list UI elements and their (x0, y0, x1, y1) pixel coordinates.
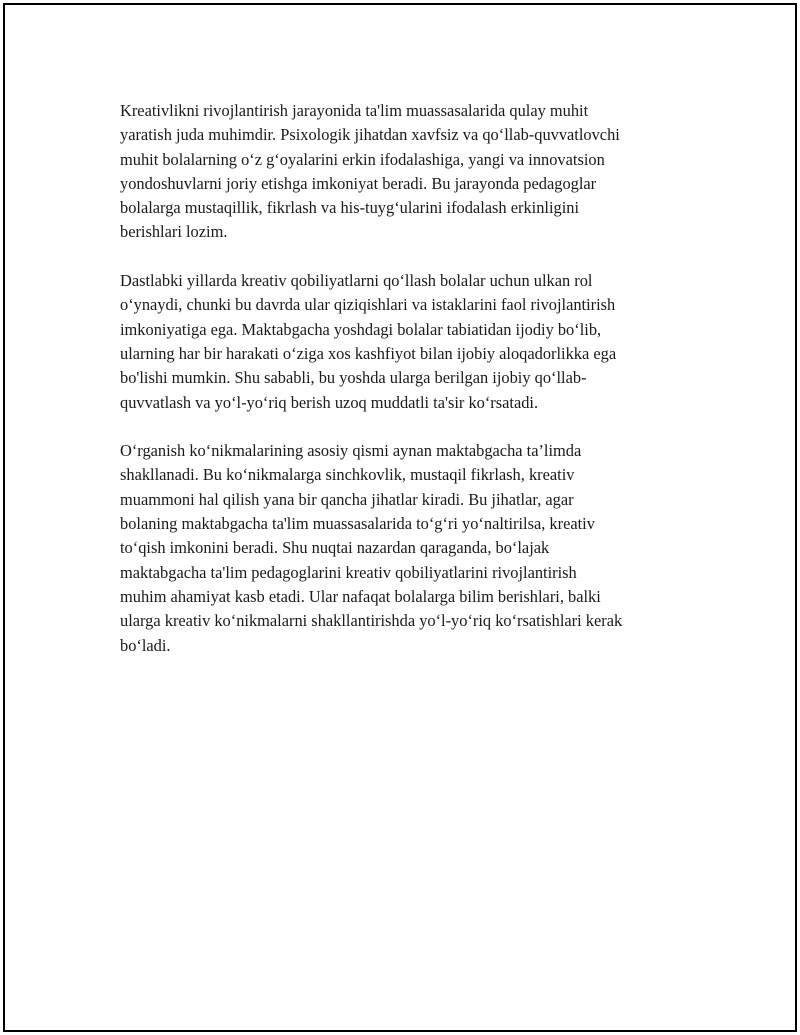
text-line: bo‘ladi. (120, 635, 171, 655)
text-line: shakllanadi. Bu ko‘nikmalarga sinchkovlik, mustaqil fikrlash, kreativ (120, 465, 575, 485)
text-line: quvvatlash va yo‘l-yo‘riq berish uzoq muddatli ta'sir ko‘rsatadi. (120, 392, 539, 412)
text-line: imkoniyatiga ega. Maktabgacha yoshdagi bolalar tabiatidan ijodiy bo‘lib, (120, 319, 602, 339)
text-line: yaratish juda muhimdir. Psixologik jihatdan xavfsiz va qo‘llab-quvvatlovchi (120, 125, 620, 145)
text-line: berishlari lozim. (120, 222, 228, 242)
text-line: yondoshuvlarni joriy etishga imkoniyat beradi. Bu jarayonda pedagoglar (120, 173, 597, 193)
text-line: muhim ahamiyat kasb etadi. Ular nafaqat bolalarga bilim berishlari, balki (120, 586, 601, 606)
text-line: muammoni hal qilish yana bir qancha jihatlar kiradi. Bu jihatlar, agar (120, 489, 574, 509)
document-body (120, 99, 688, 682)
text-line: ularga kreativ ko‘nikmalarni shakllantirishda yo‘l-yo‘riq ko‘rsatishlari kerak (120, 611, 623, 631)
text-line: muhit bolalarning o‘z g‘oyalarini erkin ifodalashiga, yangi va innovatsion (120, 149, 605, 169)
text-line: O‘rganish ko‘nikmalarining asosiy qismi aynan maktabgacha ta’limda (120, 441, 582, 461)
paragraph-3 (120, 439, 688, 658)
text-line: to‘qish imkonini beradi. Shu nuqtai nazardan qaraganda, bo‘lajak (120, 538, 550, 558)
document-page (3, 3, 797, 1032)
text-line: bolalarga mustaqillik, fikrlash va his-tuyg‘ularini ifodalash erkinligini (120, 198, 579, 218)
text-line: maktabgacha ta'lim pedagoglarini kreativ qobiliyatlarini rivojlantirish (120, 562, 577, 582)
paragraph-2 (120, 269, 688, 415)
text-line: o‘ynaydi, chunki bu davrda ular qiziqishlari va istaklarini faol rivojlantirish (120, 295, 616, 315)
paragraph-1 (120, 99, 688, 245)
text-line: bolaning maktabgacha ta'lim muassasalarida to‘g‘ri yo‘naltirilsa, kreativ (120, 514, 595, 534)
text-line: Kreativlikni rivojlantirish jarayonida ta'lim muassasalarida qulay muhit (120, 101, 589, 120)
text-line: ularning har bir harakati o‘ziga xos kashfiyot bilan ijobiy aloqadorlikka ega (120, 343, 617, 363)
text-line: Dastlabki yillarda kreativ qobiliyatlarni qo‘llash bolalar uchun ulkan rol (120, 271, 593, 291)
text-line: bo'lishi mumkin. Shu sababli, bu yoshda ularga berilgan ijobiy qo‘llab- (120, 368, 587, 388)
